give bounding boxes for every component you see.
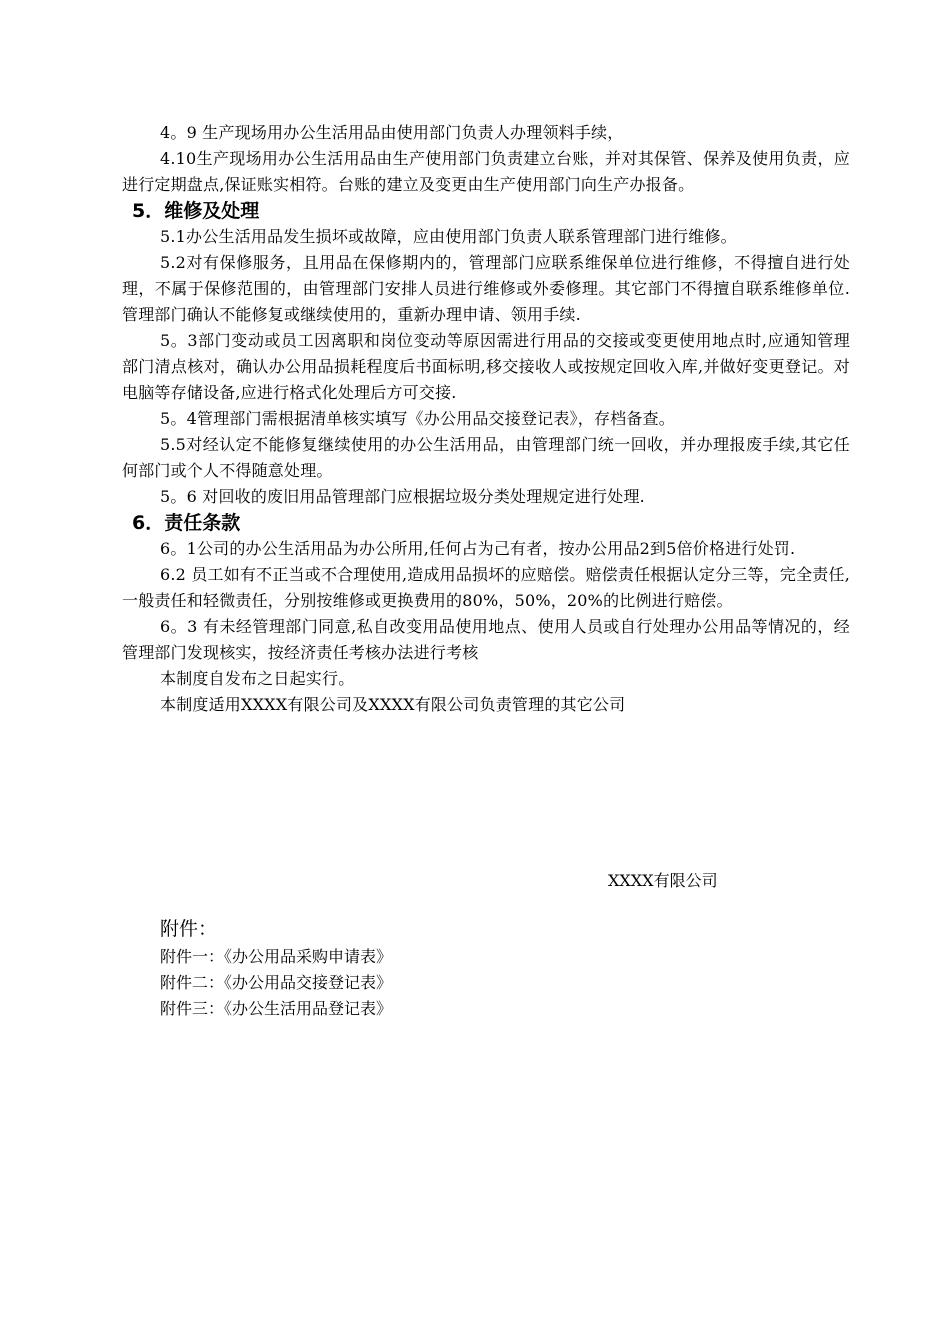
- paragraph-5-5: 5.5对经认定不能修复继续使用的办公生活用品，由管理部门统一回收，并办理报废手续,其它任何部门或个人不得随意处理。: [122, 435, 850, 480]
- paragraph-5-1: 5.1办公生活用品发生损坏或故障，应由使用部门负责人联系管理部门进行维修。: [160, 227, 737, 246]
- attachment-item: 附件三：《办公生活用品登记表》: [160, 999, 393, 1018]
- document-body: [122, 120, 850, 718]
- attachments-section: [160, 914, 392, 1022]
- paragraph-6-3: 6。3 有未经管理部门同意,私自改变用品使用地点、使用人员或自行处理办公用品等情况的，经管理部门发现核实，按经济责任考核办法进行考核: [122, 617, 850, 662]
- paragraph-scope: 本制度适用XXXX有限公司及XXXX有限公司负责管理的其它公司: [160, 695, 626, 714]
- section-heading-5: 5．维修及处理: [132, 200, 260, 222]
- attachments-title: 附件：: [160, 918, 218, 940]
- paragraph-5-4: 5。4管理部门需根据清单核实填写《办公用品交接登记表》，存档备查。: [160, 409, 675, 428]
- section-heading-6: 6．责任条款: [132, 512, 241, 534]
- paragraph-5-2: 5.2对有保修服务，且用品在保修期内的，管理部门应联系维保单位进行维修，不得擅自进行处理，不属于保修范围的，由管理部门安排人员进行维修或外委修理。其它部门不得擅自联系维修单位.管理部门确认不能修复或继续使用的，重新办理申请、领用手续.: [122, 253, 850, 324]
- company-signature: XXXX有限公司: [608, 871, 718, 890]
- paragraph-5-3: 5。3部门变动或员工因离职和岗位变动等原因需进行用品的交接或变更使用地点时,应通知管理部门清点核对，确认办公用品损耗程度后书面标明,移交接收人或按规定回收入库,并做好变更登记。对电脑等存储设备,应进行格式化处理后方可交接.: [122, 331, 850, 402]
- attachment-item: 附件一：《办公用品采购申请表》: [160, 947, 393, 966]
- paragraph-6-2: 6.2 员工如有不正当或不合理使用,造成用品损坏的应赔偿。赔偿责任根据认定分三等，完全责任,一般责任和轻微责任，分别按维修或更换费用的80%，50%，20%的比例进行赔偿。: [122, 565, 850, 610]
- paragraph-4-9: 4。9 生产现场用办公生活用品由使用部门负责人办理领料手续，: [160, 123, 624, 142]
- paragraph-6-1: 6。1公司的办公生活用品为办公所用,任何占为己有者，按办公用品2到5倍价格进行处罚.: [160, 539, 796, 558]
- attachment-item: 附件二：《办公用品交接登记表》: [160, 973, 393, 992]
- paragraph-5-6: 5。6 对回收的废旧用品管理部门应根据垃圾分类处理规定进行处理.: [160, 487, 645, 506]
- paragraph-4-10: 4.10生产现场用办公生活用品由生产使用部门负责建立台账，并对其保管、保养及使用负责，应进行定期盘点,保证账实相符。台账的建立及变更由生产使用部门向生产办报备。: [122, 149, 850, 194]
- paragraph-effective-date: 本制度自发布之日起实行。: [160, 669, 355, 688]
